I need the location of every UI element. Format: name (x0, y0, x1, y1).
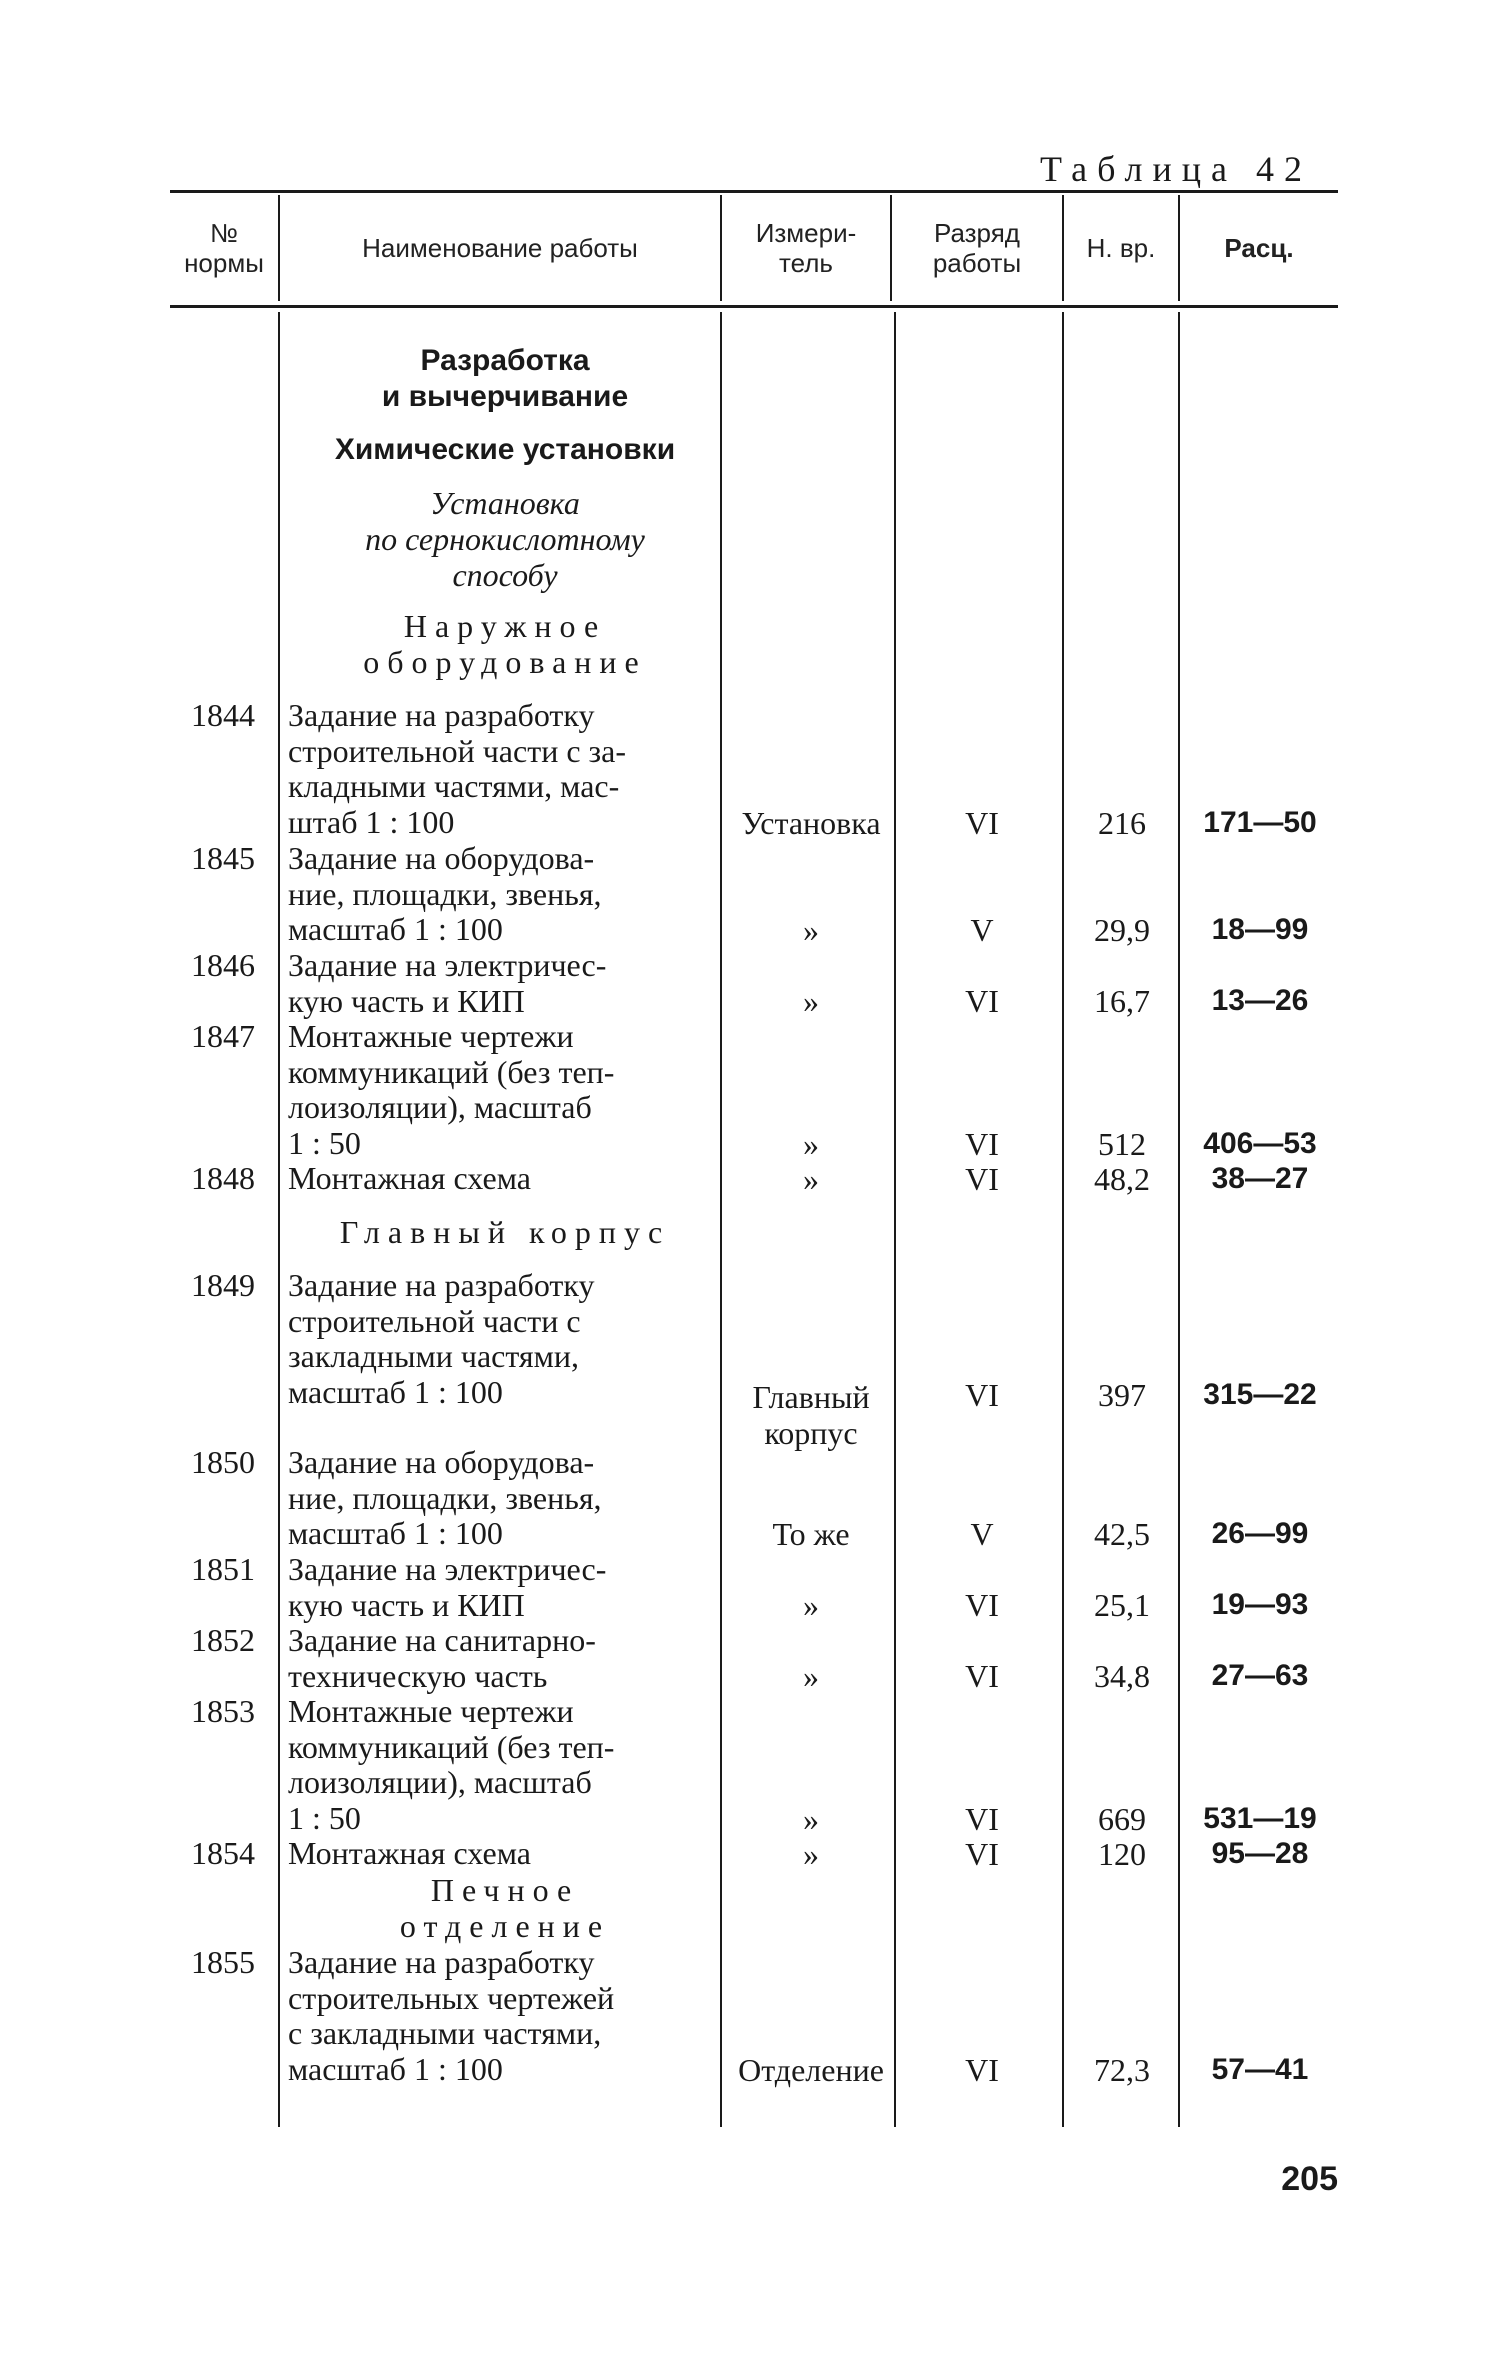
rate-cell: 95—28 (1211, 1837, 1309, 1870)
table-top-rule (170, 190, 1338, 193)
hours-cell: 669 (1098, 1801, 1146, 1837)
rate-cell: 406—53 (1203, 1127, 1317, 1160)
section-heading: Разработка и вычерчивание (381, 344, 629, 413)
table-header-rule (170, 305, 1338, 308)
rate-cell: 171—50 (1203, 806, 1317, 839)
rate-cell: 19—93 (1211, 1588, 1309, 1621)
rate-cell: 38—27 (1211, 1162, 1309, 1195)
grade-cell: VI (965, 1587, 999, 1623)
table-caption: Таблица 42 (1040, 149, 1312, 189)
unit-cell: » (803, 1836, 819, 1872)
hours-cell: 34,8 (1094, 1658, 1150, 1694)
rate-cell: 26—99 (1211, 1517, 1309, 1550)
hours-cell: 216 (1098, 805, 1146, 841)
unit-cell: Главный корпус (752, 1379, 870, 1451)
work-name: Монтажные чертежи коммуникаций (без теп- лоизоляции), масштаб 1 : 50 (288, 1693, 615, 1836)
work-name: Монтажная схема (288, 1835, 531, 1871)
hours-cell: 25,1 (1094, 1587, 1150, 1623)
hours-cell: 397 (1098, 1377, 1146, 1413)
section-heading: Химические установки (334, 433, 676, 466)
norm-number: 1849 (191, 1267, 255, 1303)
header-unit: Измери- тель (755, 218, 857, 278)
work-name: Задание на разработку строительной части с за- кладными частями, мас- штаб 1 : 100 (288, 697, 627, 840)
header-work-name: Наименование работы (362, 233, 638, 263)
work-name: Монтажные чертежи коммуникаций (без теп- лоизоляции), масштаб 1 : 50 (288, 1018, 615, 1161)
page-number: 205 (1281, 2160, 1338, 2198)
rate-cell: 531—19 (1203, 1802, 1317, 1835)
grade-cell: VI (965, 1126, 999, 1162)
section-subheading: Печное отделение (399, 1872, 611, 1944)
section-subheading: Главный корпус (339, 1214, 671, 1250)
hours-cell: 29,9 (1094, 912, 1150, 948)
hours-cell: 120 (1098, 1836, 1146, 1872)
grade-cell: VI (965, 1801, 999, 1837)
grade-cell: V (970, 912, 994, 948)
grade-cell: VI (965, 805, 999, 841)
unit-cell: То же (772, 1516, 850, 1552)
grade-cell: VI (965, 983, 999, 1019)
work-name: Задание на электричес- кую часть и КИП (288, 947, 607, 1019)
unit-cell: Установка (741, 805, 881, 841)
work-name: Задание на оборудова- ние, площадки, звенья, масштаб 1 : 100 (288, 1444, 602, 1551)
unit-cell: » (803, 912, 819, 948)
grade-cell: VI (965, 1161, 999, 1197)
unit-cell: » (803, 983, 819, 1019)
work-name: Задание на электричес- кую часть и КИП (288, 1551, 607, 1623)
norm-number: 1853 (191, 1693, 255, 1729)
unit-cell: » (803, 1801, 819, 1837)
norm-number: 1846 (191, 947, 255, 983)
norm-number: 1847 (191, 1018, 255, 1054)
grade-cell: VI (965, 1658, 999, 1694)
header-grade: Разряд работы (932, 218, 1022, 278)
work-name: Задание на разработку строительной части с закладными частями, масштаб 1 : 100 (288, 1267, 595, 1410)
unit-cell: » (803, 1126, 819, 1162)
norm-number: 1844 (191, 697, 255, 733)
norm-number: 1855 (191, 1944, 255, 1980)
grade-cell: VI (965, 1377, 999, 1413)
section-subheading: Установка по сернокислотному способу (365, 485, 645, 593)
grade-cell: VI (965, 1836, 999, 1872)
norm-number: 1845 (191, 840, 255, 876)
work-name: Задание на оборудова- ние, площадки, звенья, масштаб 1 : 100 (288, 840, 602, 947)
hours-cell: 16,7 (1094, 983, 1150, 1019)
work-name: Задание на санитарно- техническую часть (288, 1622, 596, 1694)
hours-cell: 72,3 (1094, 2052, 1150, 2088)
work-name: Монтажная схема (288, 1160, 531, 1196)
hours-cell: 512 (1098, 1126, 1146, 1162)
rate-cell: 315—22 (1203, 1378, 1317, 1411)
rate-cell: 57—41 (1211, 2053, 1309, 2086)
norm-number: 1852 (191, 1622, 255, 1658)
norm-number: 1848 (191, 1160, 255, 1196)
body-divider (278, 312, 280, 2127)
norm-number: 1851 (191, 1551, 255, 1587)
grade-cell: V (970, 1516, 994, 1552)
work-name: Задание на разработку строительных чертежей с закладными частями, масштаб 1 : 100 (288, 1944, 615, 2087)
rate-cell: 13—26 (1211, 984, 1309, 1017)
grade-cell: VI (965, 2052, 999, 2088)
hours-cell: 42,5 (1094, 1516, 1150, 1552)
unit-cell: » (803, 1658, 819, 1694)
body-divider (1178, 312, 1180, 2127)
header-rate: Расц. (1224, 233, 1294, 263)
unit-cell: Отделение (738, 2052, 884, 2088)
rate-cell: 27—63 (1211, 1659, 1309, 1692)
unit-cell: » (803, 1161, 819, 1197)
norm-number: 1850 (191, 1444, 255, 1480)
section-subheading: Наружное оборудование (363, 608, 647, 680)
header-hours: Н. вр. (1086, 233, 1156, 263)
unit-cell: » (803, 1587, 819, 1623)
norm-number: 1854 (191, 1835, 255, 1871)
hours-cell: 48,2 (1094, 1161, 1150, 1197)
rate-cell: 18—99 (1211, 913, 1309, 946)
header-norm-number: № нормы (184, 218, 264, 278)
